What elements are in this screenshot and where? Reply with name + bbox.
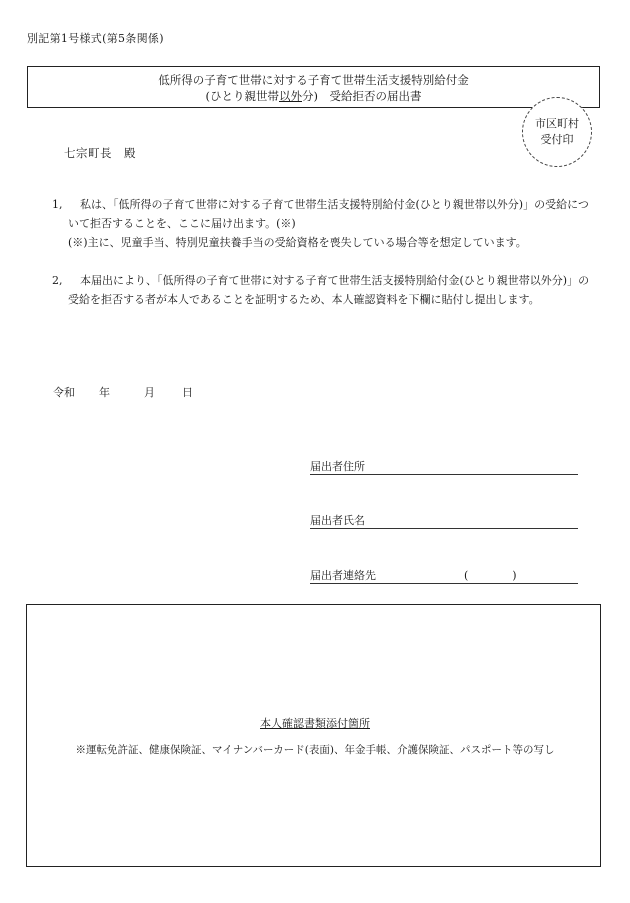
addressee: 七宗町長 殿 <box>64 146 136 160</box>
attachment-title: 本人確認書類添付箇所 <box>260 717 370 730</box>
date-line <box>53 384 193 400</box>
stamp-line1: 市区町村 <box>535 117 579 130</box>
name-label: 届出者氏名 <box>310 514 365 527</box>
title-line2-post: 分) 受給拒否の届出書 <box>302 89 422 103</box>
reception-stamp-circle <box>522 97 592 167</box>
attachment-note: ※運転免許証、健康保険証、マイナンバーカード(表面)、年金手帳、介護保険証、パスポート等の写し <box>75 744 555 756</box>
attachment-box <box>26 604 601 867</box>
date-era: 令和 <box>53 386 75 399</box>
date-day: 日 <box>182 386 193 399</box>
date-year: 年 <box>99 386 110 399</box>
item-1-text: 私は、「低所得の子育て世帯に対する子育て世帯生活支援特別給付金(ひとり親世帯以外分)」の受給について拒否することを、ここに届け出ます。(※) <box>68 198 589 230</box>
form-number: 別記第1号様式(第5条関係) <box>27 32 164 45</box>
item-1-number: 1, <box>52 198 63 211</box>
address-label: 届出者住所 <box>310 460 365 473</box>
contact-label: 届出者連絡先 <box>310 569 376 582</box>
contact-field[interactable] <box>310 567 578 584</box>
document-title-line1: 低所得の子育て世帯に対する子育て世帯生活支援特別給付金 <box>158 73 469 87</box>
stamp-line2: 受付印 <box>540 133 574 146</box>
title-line2-pre: (ひとり親世帯 <box>205 89 279 103</box>
document-title-line2 <box>28 88 599 104</box>
item-1 <box>52 195 592 252</box>
name-field[interactable] <box>310 512 578 529</box>
item-2 <box>52 271 592 309</box>
item-1-note: (※)主に、児童手当、特別児童扶養手当の受給資格を喪失している場合等を想定しています。 <box>68 236 527 249</box>
address-field[interactable] <box>310 458 578 475</box>
contact-paren: ( ) <box>464 569 517 582</box>
date-month: 月 <box>144 386 155 399</box>
title-line2-underlined: 以外 <box>279 89 302 103</box>
item-2-text: 本届出により、「低所得の子育て世帯に対する子育て世帯生活支援特別給付金(ひとり親世帯以外分)」の受給を拒否する者が本人であることを証明するため、本人確認資料を下欄に貼付し提出します。 <box>68 274 590 306</box>
document-title-box <box>27 66 600 108</box>
item-2-number: 2, <box>52 274 63 287</box>
